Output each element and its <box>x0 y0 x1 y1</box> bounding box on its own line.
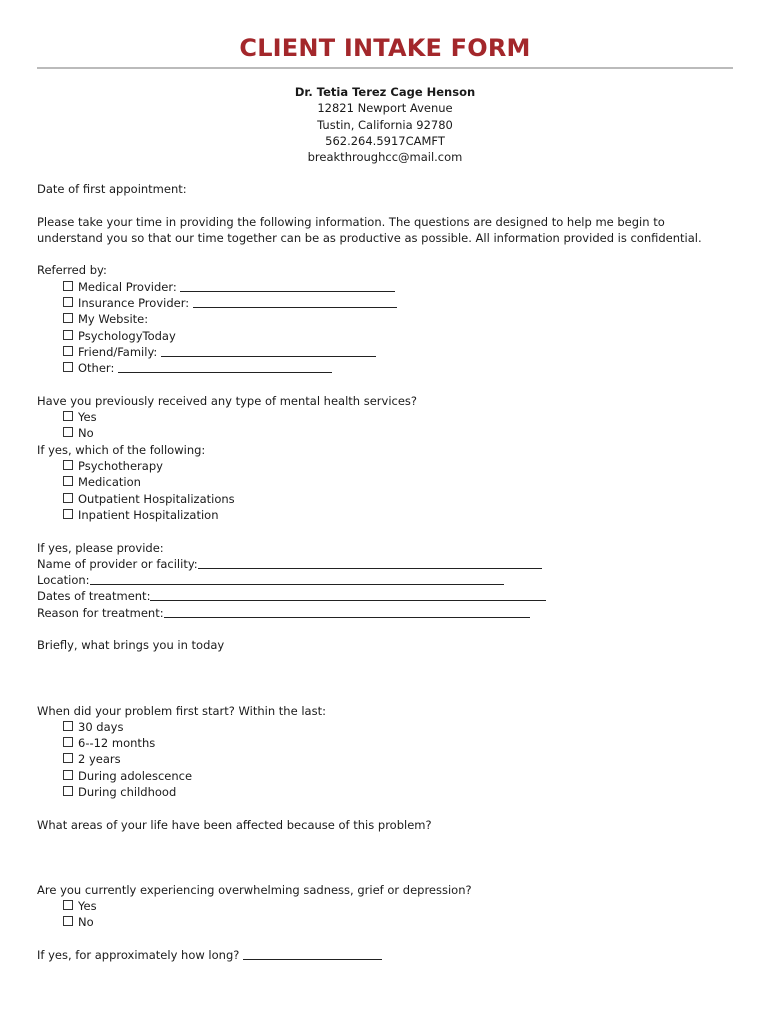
services-followup: If yes, which of the following: <box>37 442 206 457</box>
reason-for-treatment-field[interactable]: Reason for treatment: <box>37 605 737 621</box>
checkbox-icon[interactable] <box>63 427 73 437</box>
sadness-yes[interactable]: Yes <box>37 898 737 914</box>
areas-affected-question: What areas of your life have been affected because of this problem? <box>37 817 432 832</box>
referral-option-psychologytoday[interactable]: PsychologyToday <box>37 328 737 344</box>
checkbox-icon[interactable] <box>63 411 73 421</box>
service-inpatient[interactable]: Inpatient Hospitalization <box>37 507 737 523</box>
please-provide-label: If yes, please provide: <box>37 540 164 555</box>
brings-you-in-question: Briefly, what brings you in today <box>37 638 225 653</box>
title-divider <box>37 67 733 69</box>
sadness-no[interactable]: No <box>37 914 737 930</box>
location-field[interactable]: Location: <box>37 572 737 588</box>
form-title: CLIENT INTAKE FORM <box>239 34 531 62</box>
checkbox-icon[interactable] <box>63 346 73 356</box>
address-line-1: 12821 Newport Avenue <box>317 101 453 116</box>
problem-start-6-12-months[interactable]: 6--12 months <box>37 735 737 751</box>
how-long-blank[interactable] <box>243 948 382 960</box>
location-blank[interactable] <box>90 573 504 585</box>
checkbox-icon[interactable] <box>63 297 73 307</box>
service-psychotherapy[interactable]: Psychotherapy <box>37 458 737 474</box>
checkbox-icon[interactable] <box>63 916 73 926</box>
referral-option-insurance-provider[interactable]: Insurance Provider: <box>37 295 737 311</box>
dates-blank[interactable] <box>150 589 546 601</box>
problem-start-30-days[interactable]: 30 days <box>37 719 737 735</box>
email: breakthroughcc@mail.com <box>307 150 463 165</box>
referral-option-medical-provider[interactable]: Medical Provider: <box>37 279 737 295</box>
referral-option-my-website[interactable]: My Website: <box>37 311 737 327</box>
problem-start-question: When did your problem first start? Within the last: <box>37 703 326 718</box>
checkbox-icon[interactable] <box>63 362 73 372</box>
sadness-question: Are you currently experiencing overwhelming sadness, grief or depression? <box>37 882 472 897</box>
intro-line-1: Please take your time in providing the following information. The questions are designed to help me begin to <box>37 214 665 229</box>
problem-start-adolescence[interactable]: During adolescence <box>37 768 737 784</box>
checkbox-icon[interactable] <box>63 460 73 470</box>
checkbox-icon[interactable] <box>63 770 73 780</box>
address-line-2: Tustin, California 92780 <box>317 117 453 132</box>
checkbox-icon[interactable] <box>63 313 73 323</box>
referral-option-other[interactable]: Other: <box>37 360 737 376</box>
medical-provider-blank[interactable] <box>180 280 395 292</box>
phone: 562.264.5917CAMFT <box>325 133 445 148</box>
checkbox-icon[interactable] <box>63 900 73 910</box>
checkbox-icon[interactable] <box>63 281 73 291</box>
referral-option-friend-family[interactable]: Friend/Family: <box>37 344 737 360</box>
checkbox-icon[interactable] <box>63 476 73 486</box>
prior-services-question: Have you previously received any type of mental health services? <box>37 393 418 408</box>
prior-services-no[interactable]: No <box>37 425 737 441</box>
prior-services-yes[interactable]: Yes <box>37 409 737 425</box>
reason-blank[interactable] <box>164 606 530 618</box>
provider-name: Dr. Tetia Terez Cage Henson <box>294 85 476 99</box>
service-outpatient[interactable]: Outpatient Hospitalizations <box>37 491 737 507</box>
checkbox-icon[interactable] <box>63 330 73 340</box>
problem-start-childhood[interactable]: During childhood <box>37 784 737 800</box>
dates-of-treatment-field[interactable]: Dates of treatment: <box>37 588 737 604</box>
checkbox-icon[interactable] <box>63 737 73 747</box>
referred-by-label: Referred by: <box>37 263 107 278</box>
insurance-provider-blank[interactable] <box>193 296 397 308</box>
checkbox-icon[interactable] <box>63 786 73 796</box>
date-of-first-appointment-label: Date of first appointment: <box>37 182 187 196</box>
provider-header <box>0 84 770 165</box>
how-long-field[interactable]: If yes, for approximately how long? <box>37 947 737 963</box>
checkbox-icon[interactable] <box>63 509 73 519</box>
checkbox-icon[interactable] <box>63 721 73 731</box>
provider-name-blank[interactable] <box>198 557 542 569</box>
checkbox-icon[interactable] <box>63 753 73 763</box>
form-body <box>37 181 737 963</box>
problem-start-2-years[interactable]: 2 years <box>37 751 737 767</box>
checkbox-icon[interactable] <box>63 493 73 503</box>
service-medication[interactable]: Medication <box>37 474 737 490</box>
friend-family-blank[interactable] <box>161 345 376 357</box>
other-blank[interactable] <box>118 361 332 373</box>
intro-line-2: understand you so that our time together can be as productive as possible. All information provided is confidential. <box>37 230 702 245</box>
provider-name-field[interactable]: Name of provider or facility: <box>37 556 737 572</box>
